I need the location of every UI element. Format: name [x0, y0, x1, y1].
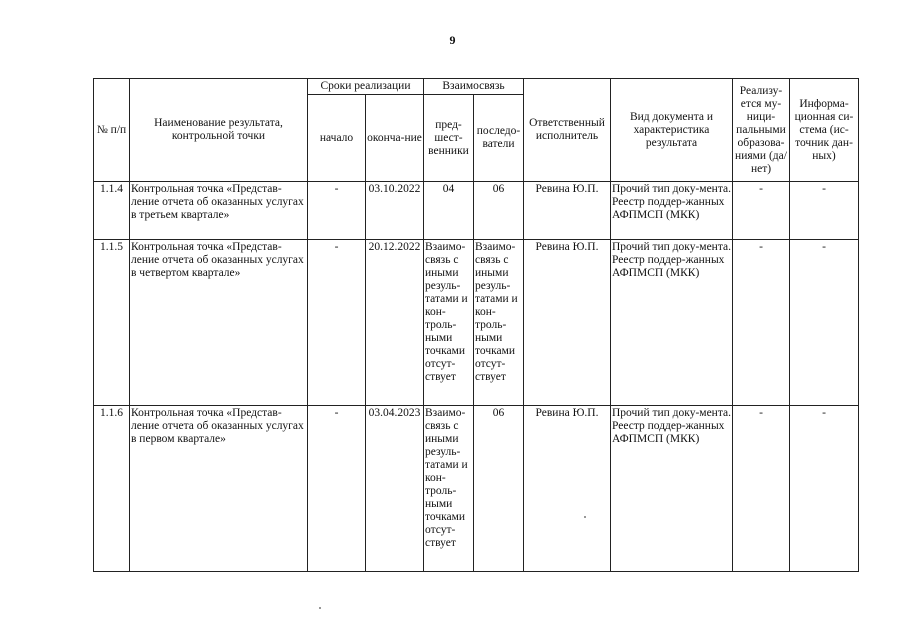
- row-municipal: -: [733, 182, 790, 240]
- row-doc-type: Прочий тип доку-мента. Реестр поддер-жанных АФПМСП (МКК): [611, 405, 733, 571]
- header-timeline: Сроки реализации: [308, 79, 424, 95]
- row-doc-type: Прочий тип доку-мента. Реестр поддер-жанных АФПМСП (МКК): [611, 182, 733, 240]
- row-end: 03.04.2023: [366, 405, 424, 571]
- row-predecessors: Взаимо-связь с иными резуль-татами и кон-троль-ными точками отсут-ствует: [424, 239, 474, 405]
- row-municipal: -: [733, 239, 790, 405]
- row-name: Контрольная точка «Представ-ление отчета об оказанных услугах в четвертом квартале»: [130, 239, 308, 405]
- header-num: № п/п: [94, 79, 130, 182]
- row-end: 20.12.2022: [366, 239, 424, 405]
- row-responsible: Ревина Ю.П.: [524, 182, 611, 240]
- row-start: -: [308, 405, 366, 571]
- scan-speck: [584, 516, 586, 518]
- row-name: Контрольная точка «Представ-ление отчета об оказанных услугах в первом квартале»: [130, 405, 308, 571]
- row-successors: 06: [474, 182, 524, 240]
- row-successors: 06: [474, 405, 524, 571]
- header-successors: последо-ватели: [474, 95, 524, 182]
- header-predecessors: пред-шест-венники: [424, 95, 474, 182]
- table-row: [94, 239, 859, 405]
- header-name: Наименование результата, контрольной точки: [130, 79, 308, 182]
- row-end: 03.10.2022: [366, 182, 424, 240]
- page-number: 9: [449, 33, 456, 47]
- row-predecessors: 04: [424, 182, 474, 240]
- row-num: 1.1.6: [94, 405, 130, 571]
- row-info-system: -: [790, 182, 859, 240]
- row-num: 1.1.4: [94, 182, 130, 240]
- table-row: [94, 405, 859, 571]
- row-municipal: -: [733, 405, 790, 571]
- row-name: Контрольная точка «Представ-ление отчета об оказанных услугах в третьем квартале»: [130, 182, 308, 240]
- row-predecessors: Взаимо-связь с иными резуль-татами и кон-троль-ными точками отсут-ствует: [424, 405, 474, 571]
- results-table: [93, 78, 859, 572]
- header-end: оконча-ние: [366, 95, 424, 182]
- row-responsible: Ревина Ю.П.: [524, 239, 611, 405]
- header-info-system: Информа-ционная си-стема (ис-точник дан-ных): [790, 79, 859, 182]
- header-municipal: Реализу-ется му-ници-пальными образова-ниями (да/нет): [733, 79, 790, 182]
- header-start: начало: [308, 95, 366, 182]
- table-row: [94, 182, 859, 240]
- scan-speck: [319, 607, 321, 609]
- row-num: 1.1.5: [94, 239, 130, 405]
- row-info-system: -: [790, 405, 859, 571]
- header-relation: Взаимосвязь: [424, 79, 524, 95]
- row-successors: Взаимо-связь с иными резуль-татами и кон-троль-ными точками отсут-ствует: [474, 239, 524, 405]
- row-start: -: [308, 182, 366, 240]
- header-doc-type: Вид документа и характеристика результата: [611, 79, 733, 182]
- header-row-1: [94, 79, 859, 95]
- row-start: -: [308, 239, 366, 405]
- header-responsible: Ответственный исполнитель: [524, 79, 611, 182]
- row-responsible: Ревина Ю.П.: [524, 405, 611, 571]
- row-doc-type: Прочий тип доку-мента. Реестр поддер-жанных АФПМСП (МКК): [611, 239, 733, 405]
- row-info-system: -: [790, 239, 859, 405]
